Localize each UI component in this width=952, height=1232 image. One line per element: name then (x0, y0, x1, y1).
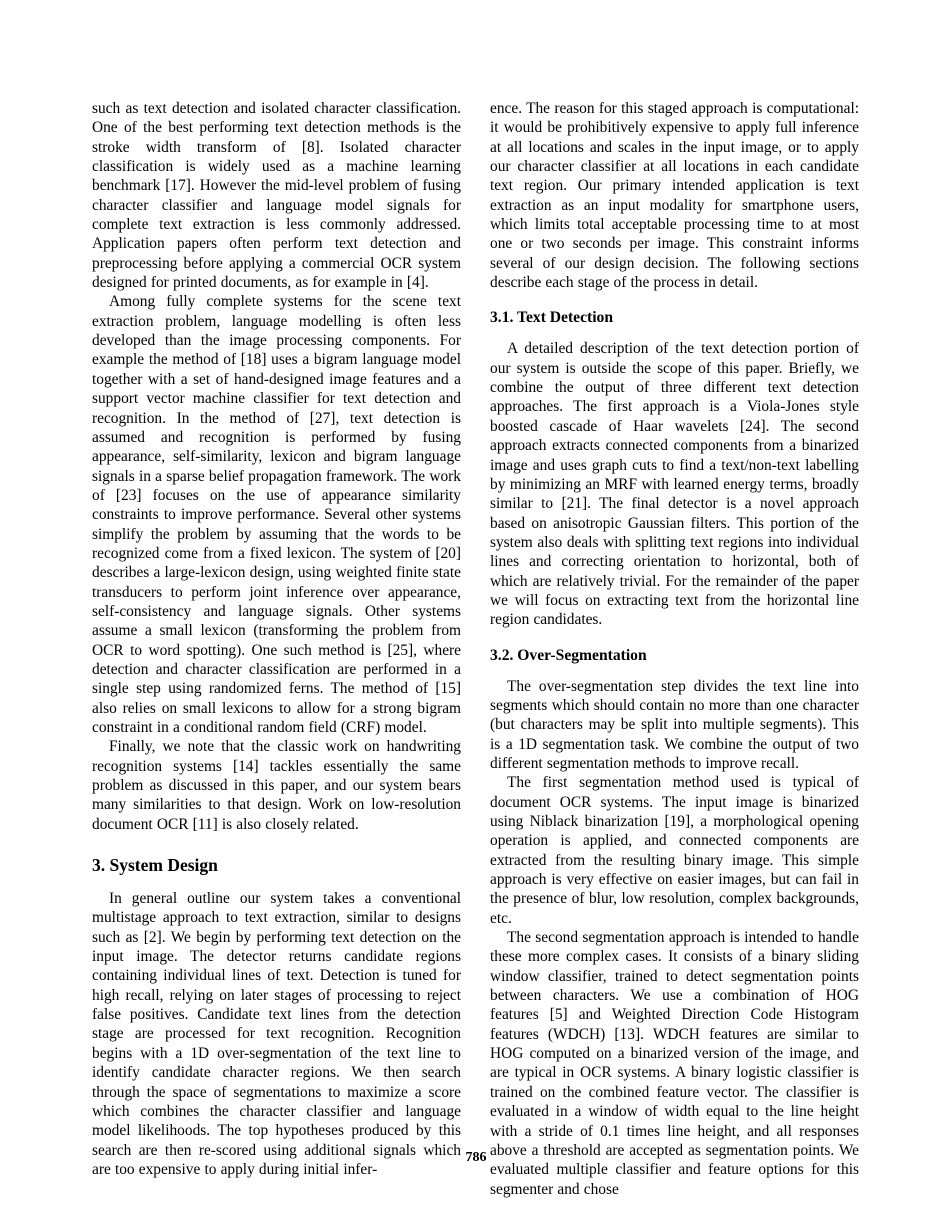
subsection-heading-over-segmentation: 3.2. Over-Segmentation (490, 646, 647, 664)
paragraph: The first segmentation method used is typical of document OCR systems. The input image is binarized using Niblack binarization [19], a morphological opening operation is applied, and connected components are extracted from the resulting binary image. This simple approach is very effective on easier images, but can fail in the presence of blur, low resolution, complex backgrounds, etc. (490, 774, 859, 927)
paragraph: A detailed description of the text detection portion of our system is outside the scope of this paper. Briefly, we combine the output of three different text detection approaches. The first approach is a Viola-Jones style boosted cascade of Haar wavelets [24]. The second approach extracts connected components from a binarized image and uses graph cuts to find a text/non-text labelling by minimizing an MRF with learned energy terms, broadly similar to [21]. The final detector is a novel approach based on anisotropic Gaussian filters. This portion of the system also deals with splitting text regions into individual lines and correcting orientation to horizontal, both of which are relatively trivial. For the remainder of the paper we will focus on extracting text from the horizontal line region candidates. (490, 340, 859, 629)
left-column (92, 99, 461, 1199)
paragraph: The over-segmentation step divides the text line into segments which should contain no more than one character (but characters may be split into multiple segments). This is a 1D segmentation task. We combine the output of two different segmentation methods to improve recall. (490, 677, 859, 772)
page-number: 786 (465, 1150, 487, 1165)
section-heading-system-design: 3. System Design (92, 855, 218, 876)
right-column (490, 99, 859, 1199)
two-column-layout (92, 99, 860, 1199)
paragraph: such as text detection and isolated character classification. One of the best performing text detection methods is the stroke width transform of [8]. Isolated character classification is widely used as a machine learning benchmark [17]. However the mid-level problem of fusing character classifier and language model signals for complete text extraction is less commonly addressed. Application papers often perform text detection and preprocessing before applying a commercial OCR system designed for printed documents, as for example in [4]. (92, 100, 461, 292)
paragraph: In general outline our system takes a conventional multistage approach to text extraction, similar to designs such as [2]. We begin by performing text detection on the input image. The detector returns candidate regions containing individual lines of text. Detection is tuned for high recall, relying on later stages of processing to reject false positives. Candidate text lines from the detection stage are processed for text recognition. Recognition begins with a 1D over-segmentation of the text line to identify candidate character regions. We then search through the space of segmentations to maximize a score which combines the character classifier and language model likelihoods. The top hypotheses produced by this search are then re-scored using additional signals which are too expensive to apply during initial infer- (92, 890, 461, 1178)
paragraph: The second segmentation approach is intended to handle these more complex cases. It consists of a binary sliding window classifier, trained to detect segmentation points between characters. We use a combination of HOG features [5] and Weighted Direction Code Histogram features (WDCH) [13]. WDCH features are similar to HOG computed on a binarized version of the image, and are typical in OCR systems. A binary logistic classifier is trained on the combined feature vector. The classifier is evaluated in a window of width equal to the line height with a stride of 0.1 times line height, and all responses above a threshold are accepted as segmentation points. We evaluated multiple classifier and feature options for this segmenter and chose (490, 929, 859, 1198)
subsection-heading-text-detection: 3.1. Text Detection (490, 309, 613, 327)
paragraph: ence. The reason for this staged approach is computational: it would be prohibitively expensive to apply full inference at all locations and scales in the input image, or to apply our character classifier at all locations in each candidate text region. Our primary intended application is text extraction as an input modality for smartphone users, which limits total acceptable processing time to at most one or two seconds per image. This constraint informs several of our design decision. The following sections describe each stage of the process in detail. (490, 100, 859, 292)
paragraph: Among fully complete systems for the scene text extraction problem, language modelling is often less developed than the image processing components. For example the method of [18] uses a bigram language model together with a set of hand-designed image features and a support vector machine classifier for text detection and recognition. In the method of [27], text detection is assumed and recognition is performed by fusing appearance, self-similarity, lexicon and bigram language signals in a sparse belief propagation framework. The work of [23] focuses on the use of appearance similarity constraints to improve performance. Several other systems simplify the problem by assuming that the words to be recognized come from a fixed lexicon. The system of [20] describes a large-lexicon design, using weighted finite state transducers to perform joint inference over appearance, self-consistency and language signals. Other systems assume a small lexicon (transforming the problem from OCR to word spotting). One such method is [25], where detection and character classification are performed in a single step using randomized ferns. The method of [15] also relies on small lexicons to allow for a strong bigram constraint in a conditional random field (CRF) model. (92, 293, 461, 736)
paragraph: Finally, we note that the classic work on handwriting recognition systems [14] tackles essentially the same problem as discussed in this paper, and our system bears many similarities to that design. Work on low-resolution document OCR [11] is also closely related. (92, 738, 461, 833)
